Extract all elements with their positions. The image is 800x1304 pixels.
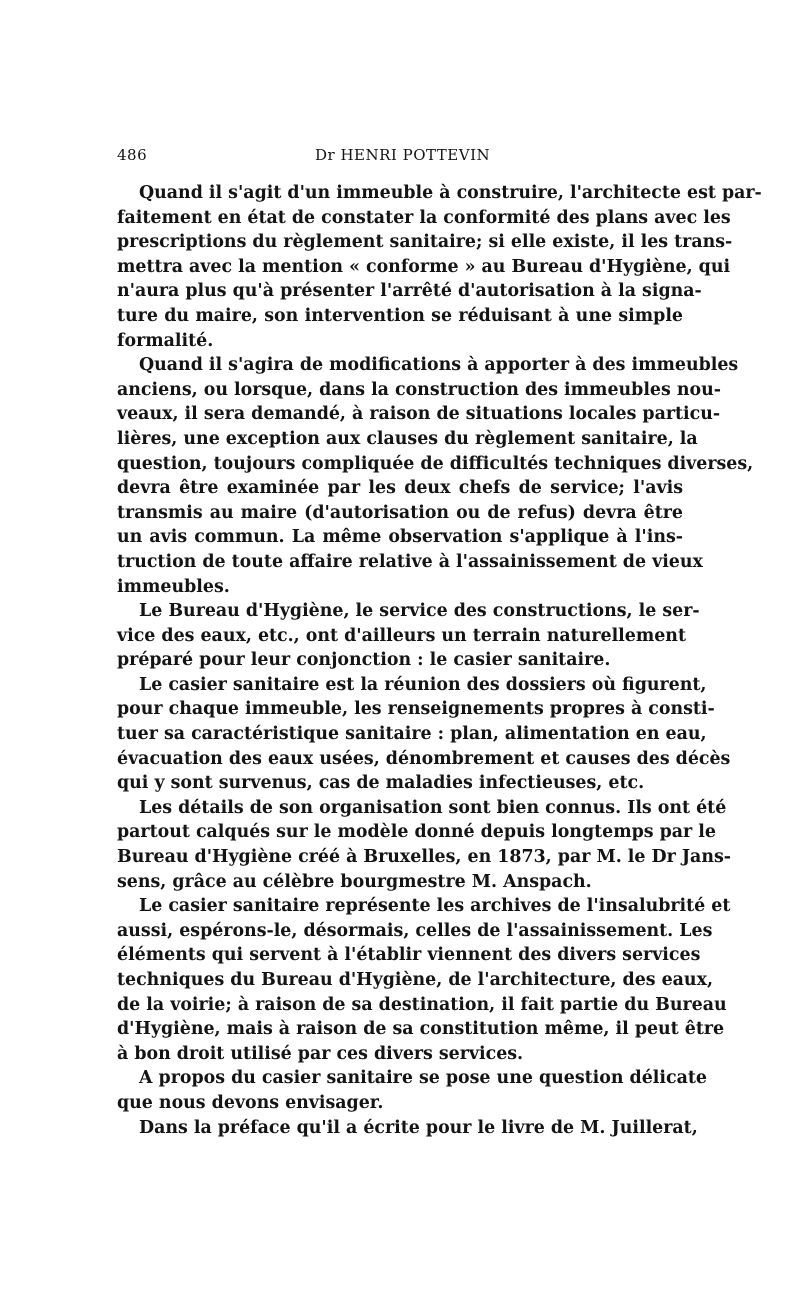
text-line: Quand il s'agit d'un immeuble à construire, l'architecte est par- bbox=[139, 183, 762, 203]
text-line: techniques du Bureau d'Hygiène, de l'architecture, des eaux, bbox=[117, 970, 714, 990]
text-line: évacuation des eaux usées, dénombrement et causes des décès bbox=[117, 748, 731, 769]
text-line: devra être examinée par les deux chefs de service; l'avis bbox=[117, 478, 683, 499]
paragraph bbox=[117, 599, 700, 673]
page-number: 486 bbox=[117, 146, 148, 164]
paragraph bbox=[117, 1116, 698, 1141]
text-line: préparé pour leur conjonction : le casier sanitaire. bbox=[117, 650, 611, 671]
text-line: transmis au maire (d'autorisation ou de refus) devra être bbox=[117, 502, 683, 523]
text-line: veaux, il sera demandé, à raison de situations locales particu- bbox=[117, 404, 721, 425]
text-line: truction de toute affaire relative à l'assainissement de vieux bbox=[117, 551, 703, 572]
paragraph bbox=[117, 796, 731, 894]
text-line: Le casier sanitaire est la réunion des dossiers où figurent, bbox=[139, 674, 707, 695]
text-line: A propos du casier sanitaire se pose une question délicate bbox=[139, 1068, 707, 1089]
text-line: aussi, espérons-le, désormais, celles de l'assainissement. Les bbox=[117, 920, 713, 941]
text-line: faitement en état de constater la conformité des plans avec les bbox=[117, 207, 731, 228]
text-line: vice des eaux, etc., ont d'ailleurs un terrain naturellement bbox=[117, 625, 686, 646]
text-line: Le Bureau d'Hygiène, le service des constructions, le ser- bbox=[139, 601, 700, 622]
text-line: mettra avec la mention « conforme » au Bureau d'Hygiène, qui bbox=[117, 256, 731, 277]
text-line: immeubles. bbox=[117, 576, 230, 597]
body-text bbox=[117, 181, 762, 1140]
text-line: tuer sa caractéristique sanitaire : plan, alimentation en eau, bbox=[117, 724, 707, 745]
text-line: partout calqués sur le modèle donné depuis longtemps par le bbox=[117, 822, 716, 843]
text-line: n'aura plus qu'à présenter l'arrêté d'autorisation à la signa- bbox=[117, 281, 702, 302]
paragraph bbox=[117, 181, 762, 353]
text-line: Le casier sanitaire représente les archives de l'insalubrité et bbox=[139, 896, 731, 917]
text-line: éléments qui servent à l'établir viennent des divers services bbox=[117, 945, 701, 966]
text-line: Bureau d'Hygiène créé à Bruxelles, en 1873, par M. le Dr Jans- bbox=[117, 847, 731, 868]
text-line: qui y sont survenus, cas de maladies infectieuses, etc. bbox=[117, 773, 645, 794]
text-line: lières, une exception aux clauses du règlement sanitaire, la bbox=[117, 428, 698, 449]
text-line: d'Hygiène, mais à raison de sa constitution même, il peut être bbox=[117, 1019, 725, 1040]
text-line: que nous devons envisager. bbox=[117, 1092, 384, 1113]
text-line: Les détails de son organisation sont bien connus. Ils ont été bbox=[139, 797, 727, 818]
text-line: pour chaque immeuble, les renseignements propres à consti- bbox=[117, 699, 715, 720]
running-title: Dr HENRI POTTEVIN bbox=[315, 146, 491, 164]
text-line: anciens, ou lorsque, dans la construction des immeubles nou- bbox=[117, 379, 721, 400]
text-line: Quand il s'agira de modifications à apporter à des immeubles bbox=[139, 355, 739, 376]
text-line: question, toujours compliquée de difficultés techniques diverses, bbox=[117, 453, 754, 474]
paragraph bbox=[117, 353, 754, 599]
text-line: ture du maire, son intervention se réduisant à une simple bbox=[117, 305, 683, 326]
text-line: un avis commun. La même observation s'applique à l'ins- bbox=[117, 527, 683, 548]
running-header bbox=[117, 146, 685, 170]
text-line: Dans la préface qu'il a écrite pour le livre de M. Juillerat, bbox=[139, 1117, 698, 1138]
text-line: formalité. bbox=[117, 330, 214, 351]
text-line: à bon droit utilisé par ces divers services. bbox=[117, 1043, 524, 1064]
paragraph bbox=[117, 894, 731, 1066]
text-line: sens, grâce au célèbre bourgmestre M. Anspach. bbox=[117, 871, 592, 892]
text-line: prescriptions du règlement sanitaire; si elle existe, il les trans- bbox=[117, 232, 733, 253]
paragraph bbox=[117, 673, 731, 796]
text-line: de la voirie; à raison de sa destination, il fait partie du Bureau bbox=[117, 994, 727, 1015]
paragraph bbox=[117, 1066, 707, 1115]
